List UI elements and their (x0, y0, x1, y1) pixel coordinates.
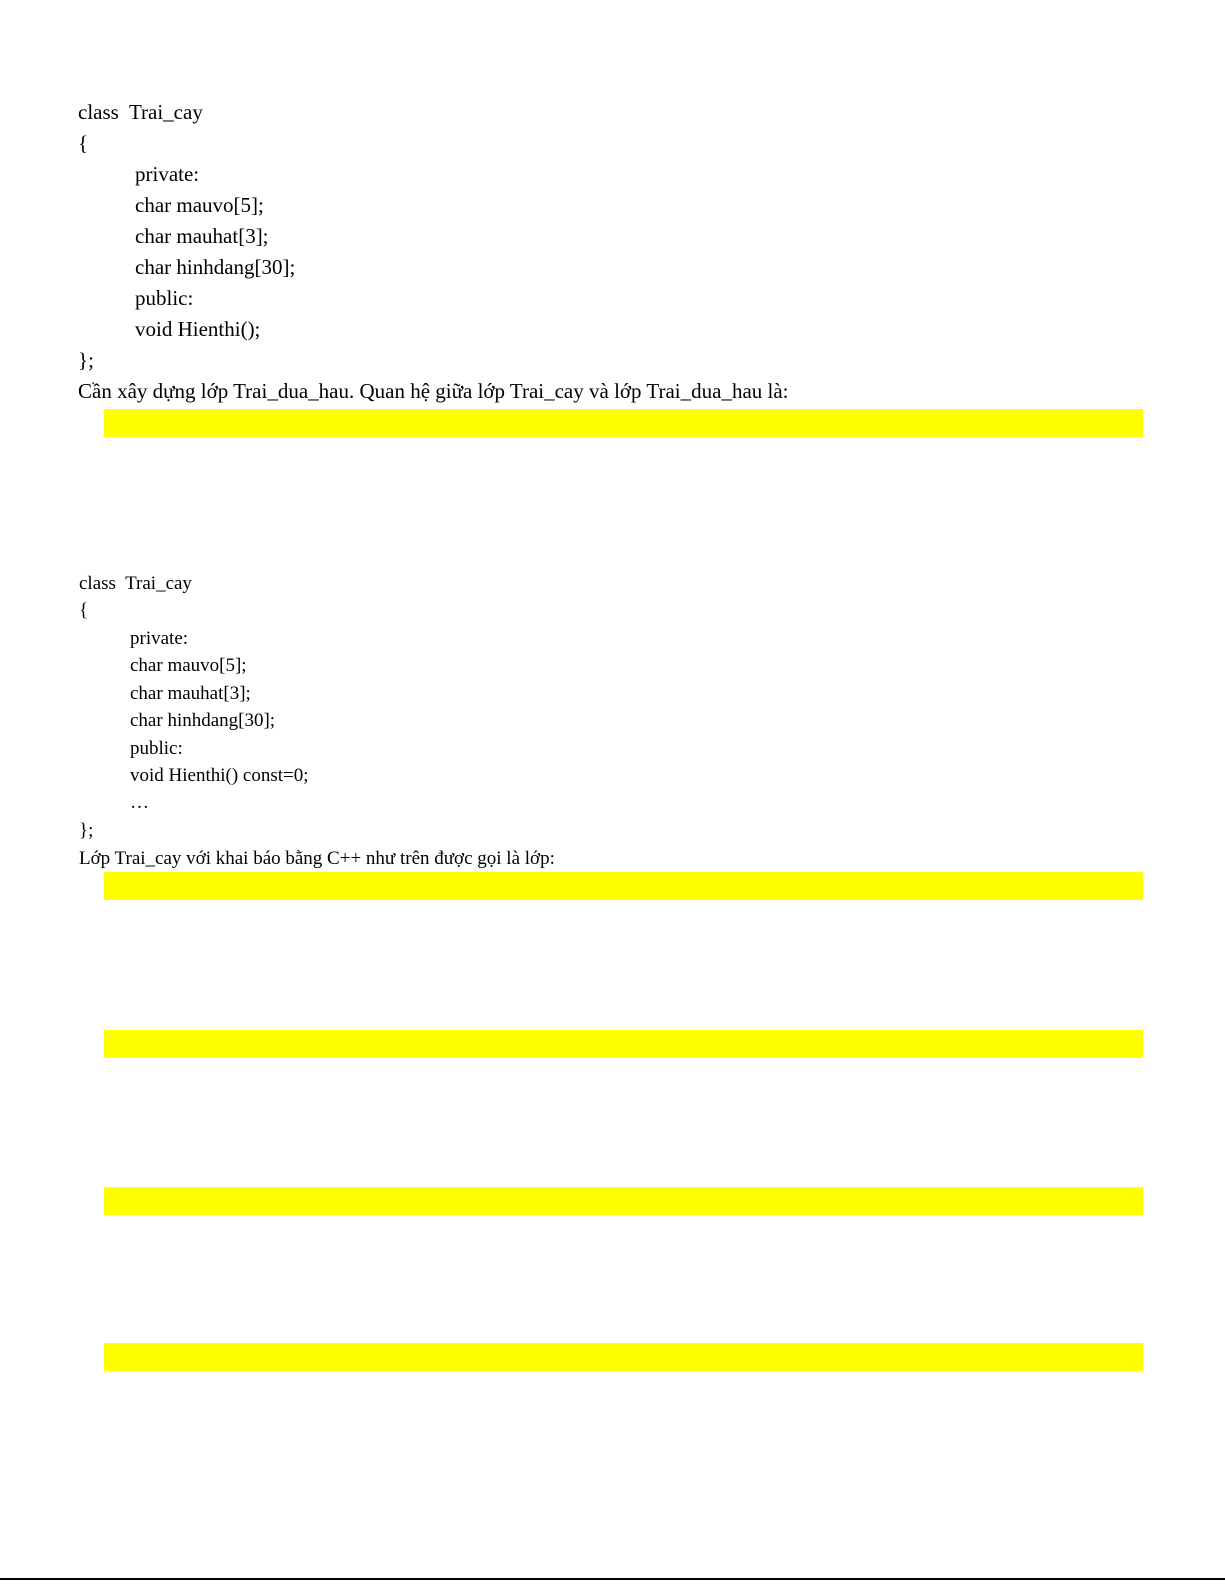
answer-highlight-bar (104, 1030, 1143, 1058)
q2-code-line: … (130, 792, 149, 813)
q1-code-line: private: (135, 162, 200, 186)
q2-code-line: }; (79, 820, 94, 841)
q1-code-line: }; (78, 348, 94, 372)
q2-code-line: char mauvo[5]; (130, 655, 247, 676)
page-bottom-rule (0, 1578, 1225, 1580)
q1-code-line: char mauhat[3]; (135, 224, 269, 248)
q1-code-line: char mauvo[5]; (135, 193, 264, 217)
q2-code-line: public: (130, 738, 183, 759)
q2-code-line: { (79, 600, 89, 621)
answer-highlight-bar (104, 1187, 1143, 1215)
q1-code-line: char hinhdang[30]; (135, 255, 296, 279)
answer-highlight-bar (104, 409, 1143, 437)
q2-code-line: class Trai_cay (79, 573, 192, 594)
q1-code-line: class Trai_cay (78, 100, 203, 124)
q1-code-line: void Hienthi(); (135, 317, 261, 341)
q2-prompt: Lớp Trai_cay với khai báo bằng C++ như trên được gọi là lớp: (79, 848, 555, 869)
q2-code-line: void Hienthi() const=0; (130, 765, 309, 786)
q1-code-line: public: (135, 286, 194, 310)
answer-highlight-bar (104, 1343, 1143, 1371)
answer-highlight-bar (104, 872, 1143, 900)
q1-code-line: { (78, 131, 89, 155)
q1-prompt: Cần xây dựng lớp Trai_dua_hau. Quan hệ giữa lớp Trai_cay và lớp Trai_dua_hau là: (78, 379, 789, 403)
q2-code-line: private: (130, 628, 189, 649)
q2-code-line: char hinhdang[30]; (130, 710, 276, 731)
q2-code-line: char mauhat[3]; (130, 683, 251, 704)
